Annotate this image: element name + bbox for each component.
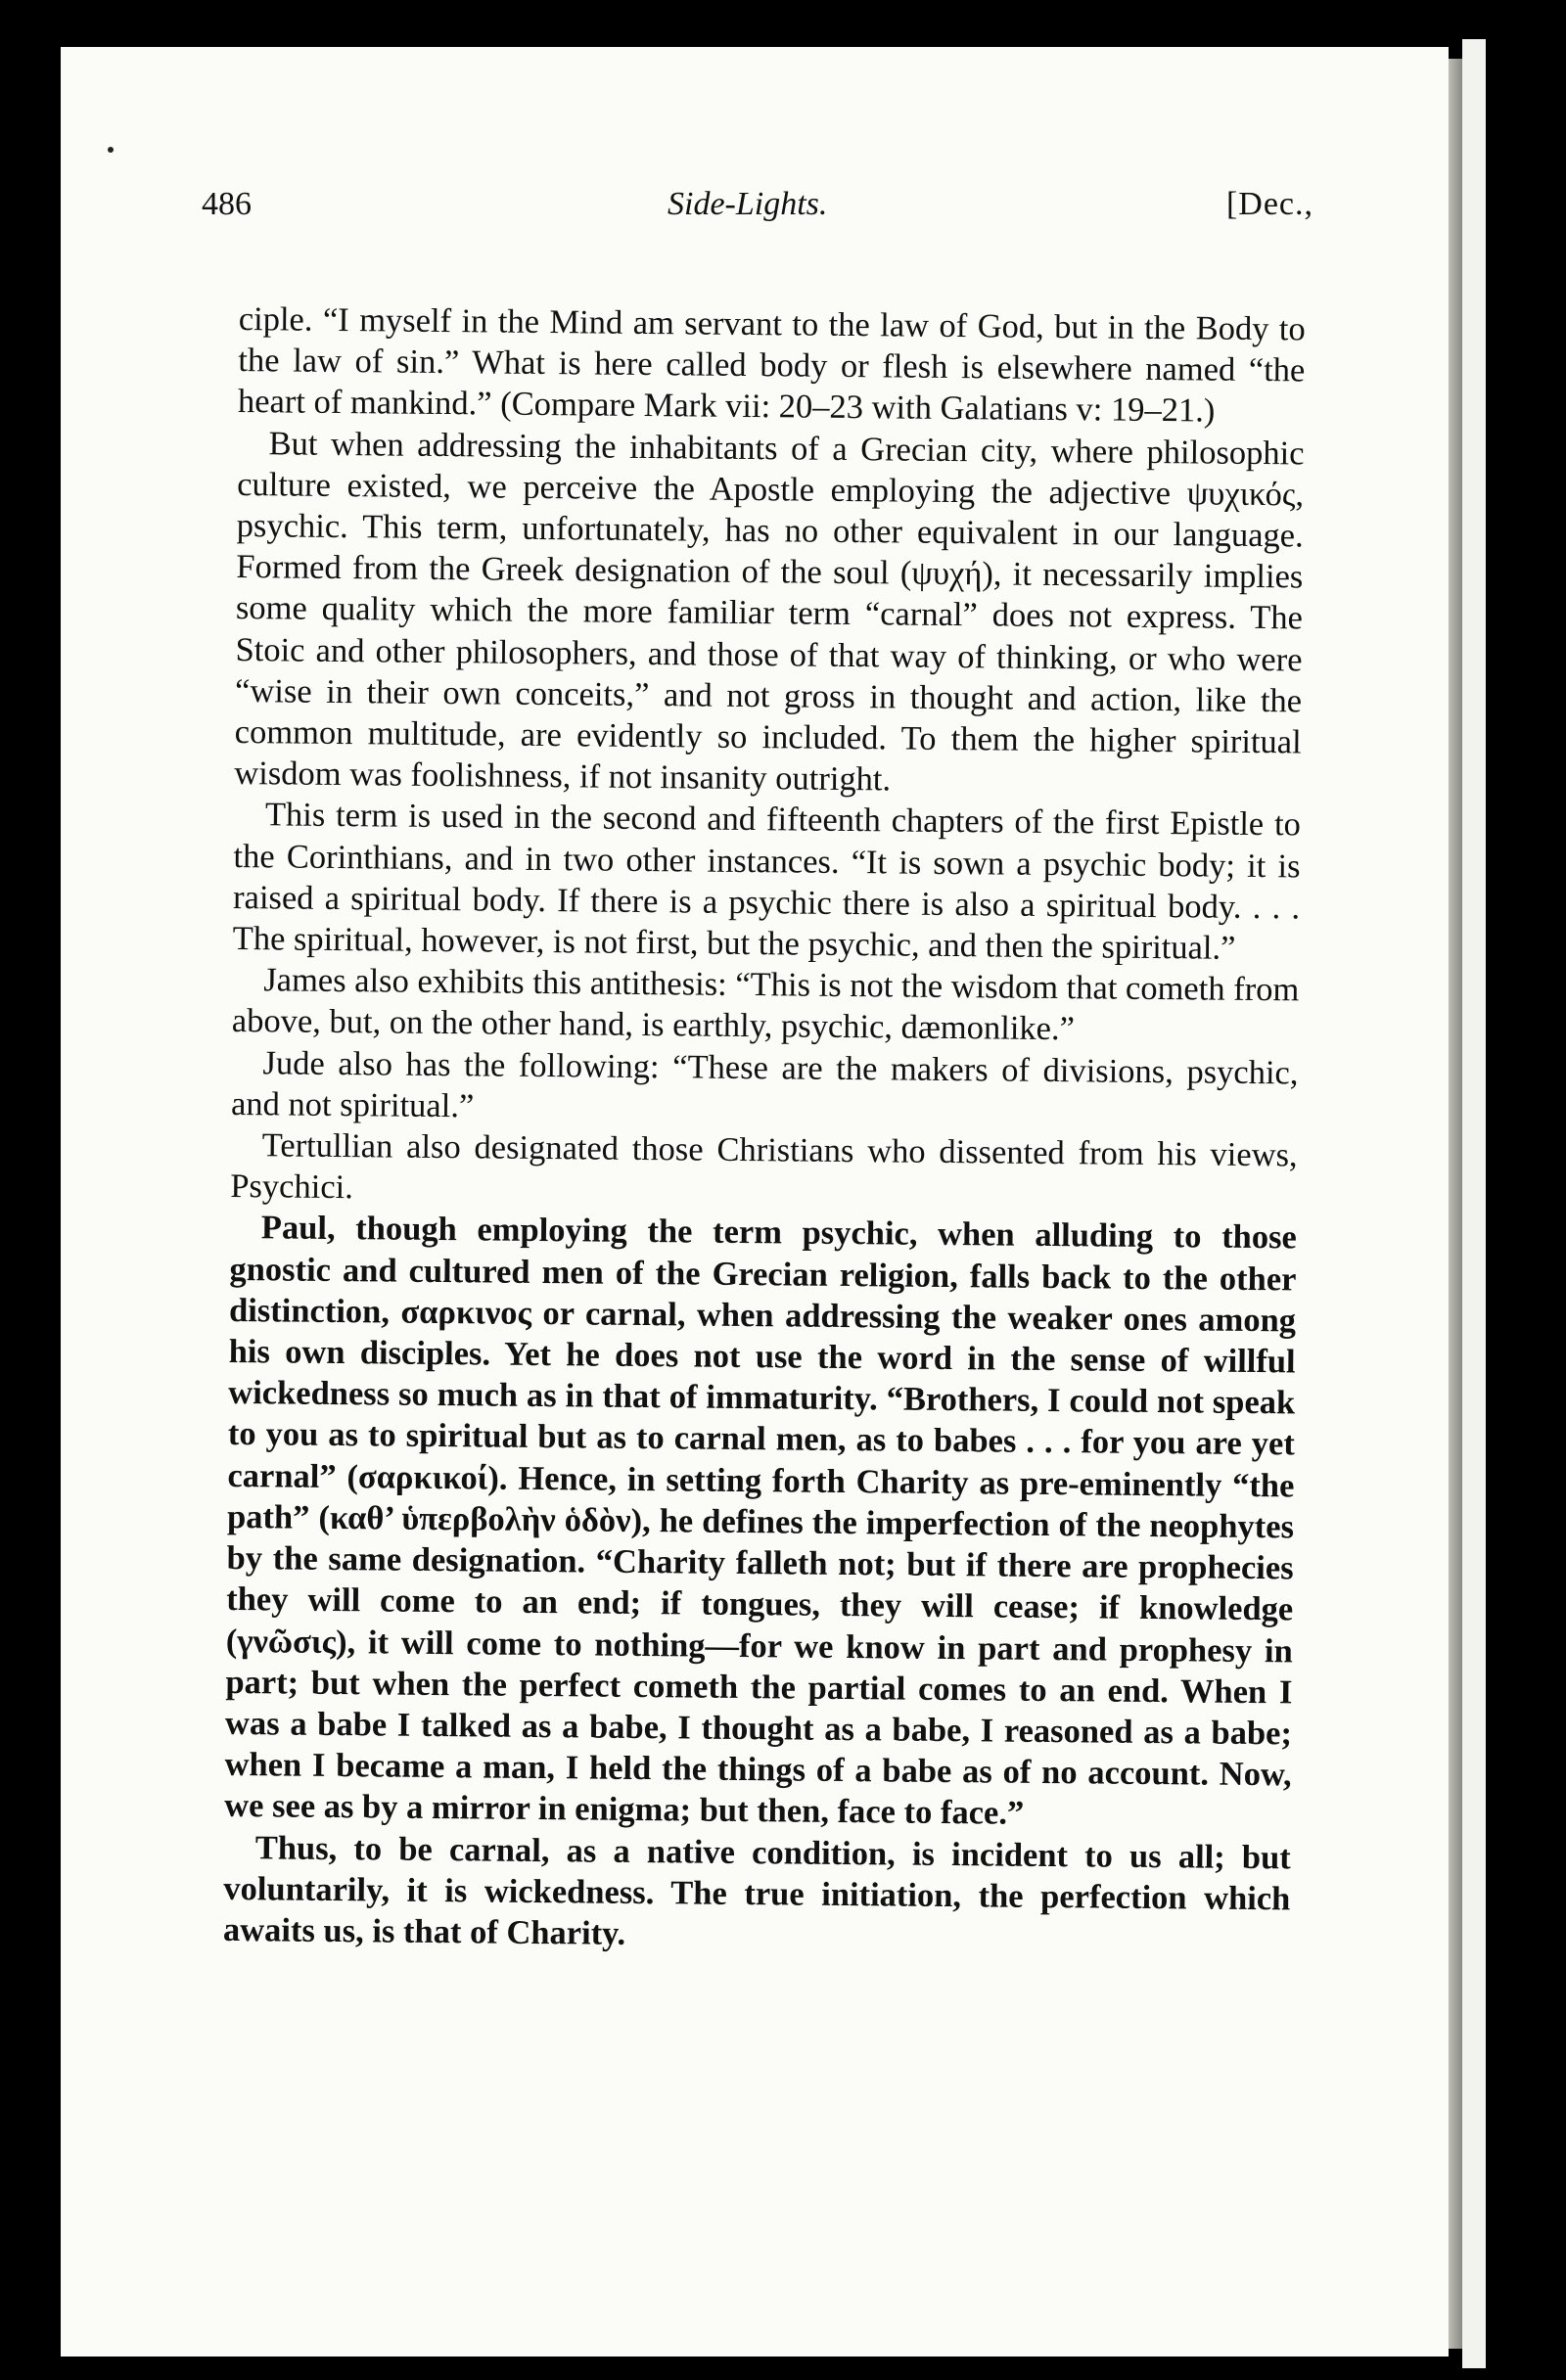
page-number: 486 <box>202 186 252 222</box>
paragraph-1: ciple. “I myself in the Mind am servant to the law of God, but in the Body to the law of sin.” What is here called body or flesh is elsewhere named “the heart of mankind.” (Compare Mark vii: 20–23 with Galatians v: 19–21.) <box>237 299 1306 430</box>
paragraph-2: But when addressing the inhabitants of a Grecian city, where philosophic culture existed, we perceive the Apostle employing the adjective ψυχικός, psychic. This term, unfortunately, has no other equivalent in our language. Formed from the Greek designation of the soul (ψυχή), it necessarily implies some quality which the more familiar term “carnal” does not express. The Stoic and other philosophers, and those of that way of thinking, or who were “wise in their own conceits,” and not gross in thought and action, like the common multitude, are evidently so included. To them the higher spiritual wisdom was foolishness, if not insanity outright. <box>234 424 1305 799</box>
scan-speck <box>108 147 114 153</box>
paragraph-5: Jude also has the following: “These are the makers of divisions, psychic, and not spiritual.” <box>230 1043 1299 1125</box>
section-marker: [Dec., <box>1225 186 1313 222</box>
running-header <box>202 186 1313 245</box>
paragraph-7: Paul, though employing the term psychic, when alluding to those gnostic and cultured men of the Grecian religion, falls back to the other distinction, σαρκινος or carnal, when addressing the weaker ones among his own disciples. Yet he does not use the word in the sense of willful wickedness so much as in that of immaturity. “Brothers, I could not speak to you as to spiritual but as to carnal men, as to babes . . . for you are yet carnal” (σαρκικοί). Hence, in setting forth Charity as pre-eminently “the path” (καθ’ ὑπερβολὴν ὁδὸν), he defines the imperfection of the neophytes by the same designation. “Charity falleth not; but if there are prophecies they will come to an end; if tongues, they will cease; if knowledge (γνῶσις), it will come to nothing—for we know in part and prophesy in part; but when the perfect cometh the partial comes to an end. When I was a babe I talked as a babe, I thought as a babe, I reasoned as a babe; when I became a man, I held the things of a babe as of no account. Now, we see as by a mirror in enigma; but then, face to face.” <box>224 1209 1298 1833</box>
paragraph-6: Tertullian also designated those Christians who dissented from his views, Psychici. <box>230 1126 1298 1207</box>
paragraph-8: Thus, to be carnal, as a native condition, is incident to us all; but voluntarily, it is wickedness. The true initiation, the perfection which awaits us, is that of Charity. <box>222 1828 1291 1952</box>
paragraph-3: This term is used in the second and fifteenth chapters of the first Epistle to the Corinthians, and in two other instances. “It is sown a psychic body; it is raised a spiritual body. If there is a psychic there is also a spiritual body. . . . The spiritual, however, is not first, but the psychic, and then the spiritual.” <box>232 796 1302 967</box>
paragraph-4: James also exhibits this antithesis: “This is not the wisdom that cometh from above, but, on the other hand, is earthly, psychic, dæmonlike.” <box>231 961 1300 1048</box>
body-text <box>223 298 1306 1961</box>
page-gutter <box>1449 59 1462 2349</box>
running-title: Side-Lights. <box>668 186 828 222</box>
facing-page-edge <box>1462 39 1486 2368</box>
